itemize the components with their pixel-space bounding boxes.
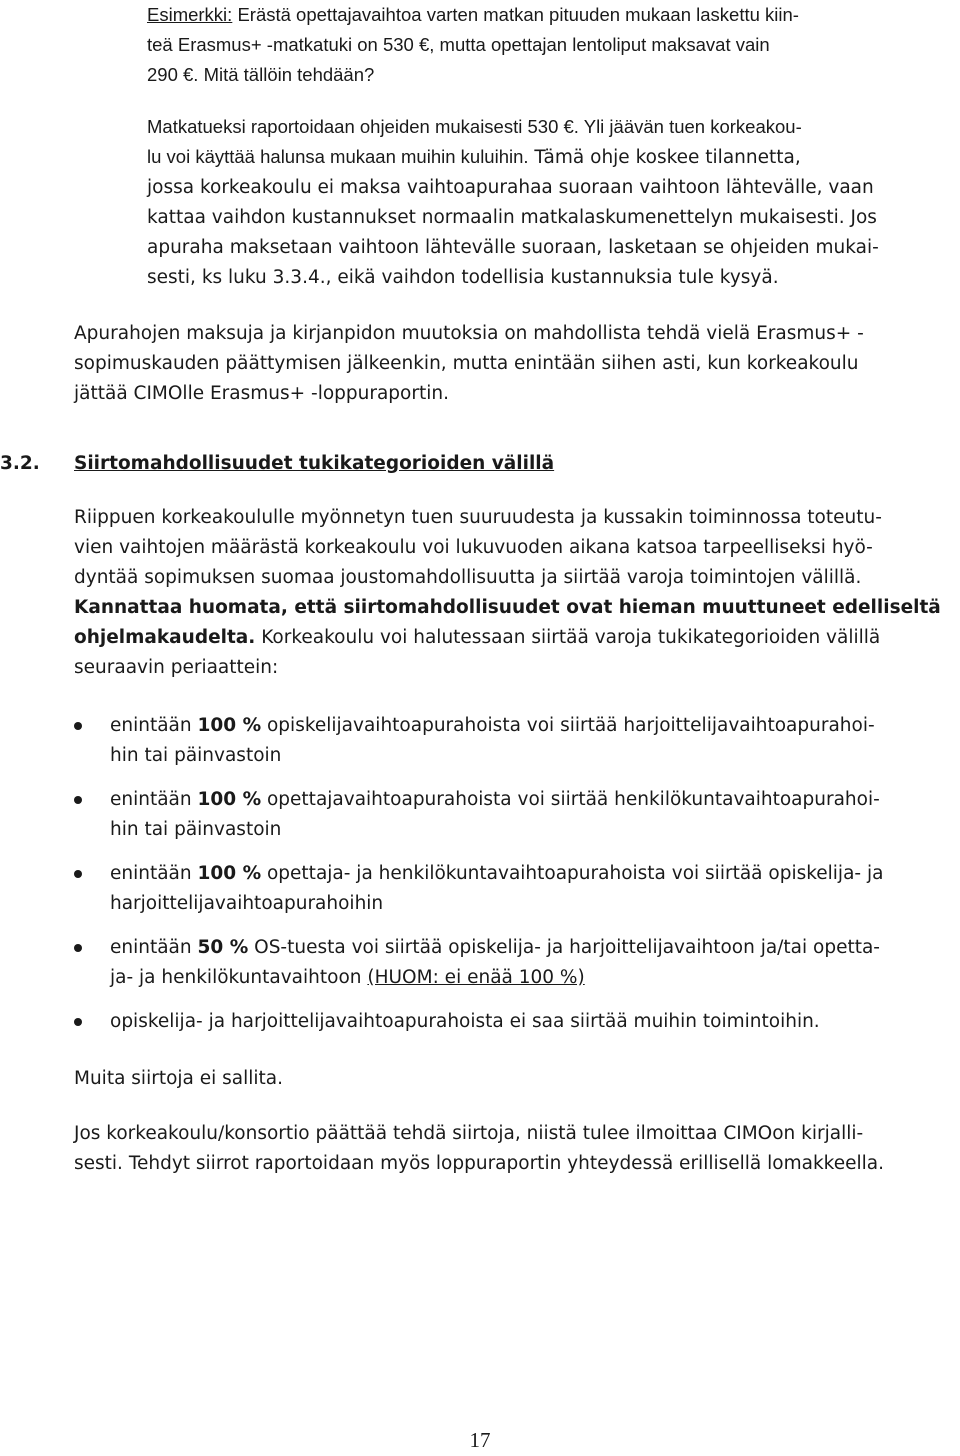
answer-line-4: kattaa vaihdon kustannukset normaalin matkalaskumenettelyn mukaisesti. Jos	[147, 207, 877, 228]
final-line-2: sesti. Tehdyt siirrot raportoidaan myös loppuraportin yhteydessä erillisellä lomakkeella.	[74, 1153, 884, 1174]
bullet-icon	[74, 870, 82, 878]
example-line-2: teä Erasmus+ -matkatuki on 530 €, mutta opettajan lentoliput maksavat vain	[147, 34, 770, 55]
bullet-icon	[74, 944, 82, 952]
grant-line-1: Apurahojen maksuja ja kirjanpidon muutoksia on mahdollista tehdä vielä Erasmus+ -	[74, 323, 864, 344]
intro-line-3: dyntää sopimuksen suomaa joustomahdollisuutta ja siirtää varoja toimintojen välillä.	[74, 567, 862, 588]
final-line-1: Jos korkeakoulu/konsortio päättää tehdä siirtoja, niistä tulee ilmoittaa CIMOon kirjalli-	[74, 1123, 864, 1144]
list-item: enintään 100 % opettaja- ja henkilökuntavaihtoapurahoista voi siirtää opiskelija- ja harjoittelijavaihtoapurahoihin	[74, 859, 954, 919]
example-line-1: Esimerkki: Erästä opettajavaihtoa varten matkan pituuden mukaan laskettu kiin-	[147, 4, 799, 25]
example-line-3: 290 €. Mitä tällöin tehdään?	[147, 64, 375, 85]
intro-line-1: Riippuen korkeakoululle myönnetyn tuen suuruudesta ja kussakin toiminnossa toteutu-	[74, 507, 882, 528]
list-item: enintään 100 % opiskelijavaihtoapurahoista voi siirtää harjoittelijavaihtoapurahoi- hin tai päinvastoin	[74, 711, 954, 771]
page-number: 17	[469, 1428, 491, 1452]
grant-paragraph	[74, 319, 954, 409]
intro-bold-line-1: Kannattaa huomata, että siirtomahdollisuudet ovat hieman muuttuneet edelliseltä	[74, 597, 941, 618]
huom-note: (HUOM: ei enää 100 %)	[367, 967, 585, 988]
transfer-rules-list	[74, 711, 954, 1051]
list-item: enintään 100 % opettajavaihtoapurahoista voi siirtää henkilökuntavaihtoapurahoi- hin tai päinvastoin	[74, 785, 954, 845]
intro-line-2: vien vaihtojen määrästä korkeakoulu voi lukuvuoden aikana katsoa tarpeelliseksi hyö-	[74, 537, 873, 558]
intro-line-6: seuraavin periaattein:	[74, 657, 279, 678]
other-transfers-paragraph: Muita siirtoja ei sallita.	[74, 1068, 284, 1089]
grant-line-3: jättää CIMOlle Erasmus+ -loppuraportin.	[74, 383, 449, 404]
bullet-icon	[74, 1018, 82, 1026]
list-item: opiskelija- ja harjoittelijavaihtoapurahoista ei saa siirtää muihin toimintoihin.	[74, 1007, 954, 1037]
list-item: enintään 50 % OS-tuesta voi siirtää opiskelija- ja harjoittelijavaihtoon ja/tai opetta- ja- ja henkilökuntavaihtoon (HUOM: ei enää 100 %)	[74, 933, 954, 993]
answer-line-6: sesti, ks luku 3.3.4., eikä vaihdon todellisia kustannuksia tule kysyä.	[147, 267, 779, 288]
section-number: 3.2.	[0, 453, 40, 474]
answer-line-5: apuraha maksetaan vaihtoon lähtevälle suoraan, lasketaan se ohjeiden mukai-	[147, 237, 879, 258]
example-paragraph	[147, 0, 947, 90]
section-title: Siirtomahdollisuudet tukikategorioiden välillä	[74, 453, 555, 474]
example-label: Esimerkki:	[147, 4, 233, 25]
answer-paragraph	[147, 112, 947, 293]
bullet-icon	[74, 796, 82, 804]
answer-line-2: lu voi käyttää halunsa mukaan muihin kuluihin. Tämä ohje koskee tilannetta,	[147, 146, 801, 168]
intro-paragraph	[74, 503, 954, 683]
answer-line-1: Matkatueksi raportoidaan ohjeiden mukaisesti 530 €. Yli jäävän tuen korkeakou-	[147, 116, 802, 137]
grant-line-2: sopimuskauden päättymisen jälkeenkin, mutta enintään siihen asti, kun korkeakoulu	[74, 353, 859, 374]
intro-line-5: ohjelmakaudelta. Korkeakoulu voi halutessaan siirtää varoja tukikategorioiden välillä	[74, 627, 881, 648]
bullet-icon	[74, 722, 82, 730]
final-paragraph	[74, 1119, 954, 1179]
answer-line-3: jossa korkeakoulu ei maksa vaihtoapurahaa suoraan vaihtoon lähtevälle, vaan	[147, 177, 874, 198]
